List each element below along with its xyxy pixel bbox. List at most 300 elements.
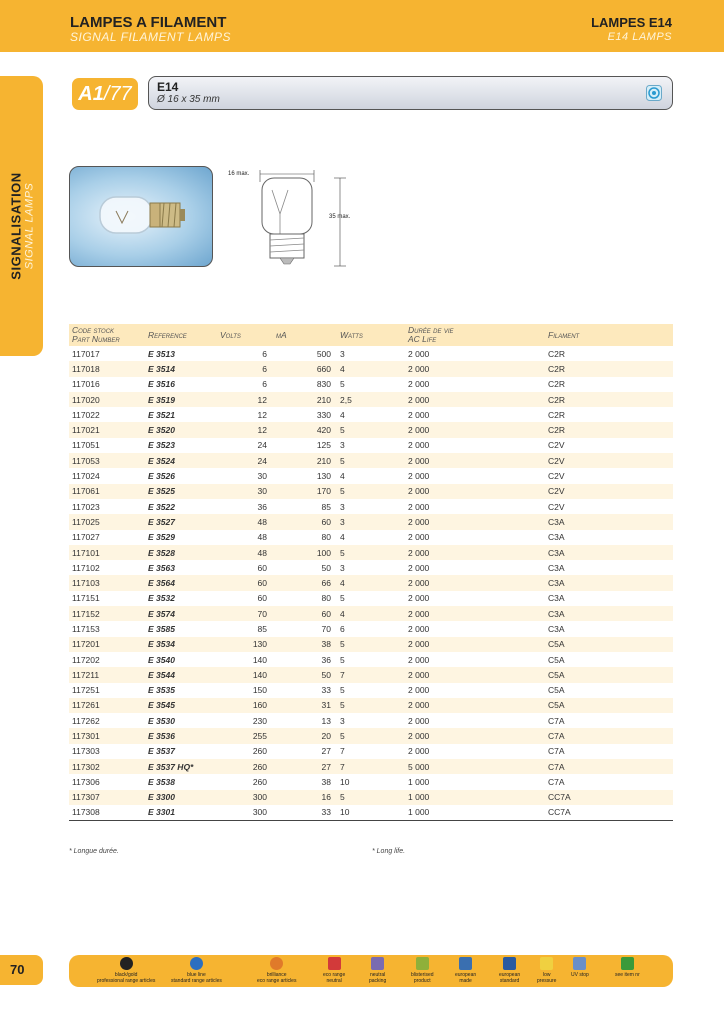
table-cell: E 3513 — [148, 348, 175, 359]
table-cell: 420 — [273, 422, 337, 437]
table-cell: 255 — [217, 728, 273, 743]
table-cell: C5A — [548, 654, 565, 665]
table-cell: 117151 — [72, 593, 100, 604]
table-cell: 10 — [340, 776, 350, 787]
blister-icon — [416, 957, 429, 970]
table-cell: C3A — [545, 545, 673, 560]
table-cell: 117017 — [72, 348, 100, 359]
table-cell: 117016 — [72, 379, 100, 390]
table-cell: C2V — [548, 501, 565, 512]
table-cell: 2 000 — [408, 409, 430, 420]
table-cell: E 3564 — [145, 575, 217, 590]
table-row — [69, 652, 673, 667]
legend-label: low — [542, 972, 551, 978]
brilliance-icon — [270, 957, 283, 970]
table-row — [69, 438, 673, 453]
table-cell: E 3544 — [145, 667, 217, 682]
table-row — [69, 637, 673, 652]
table-cell: 300 — [217, 805, 273, 820]
table-row — [69, 545, 673, 560]
table-cell: 48 — [257, 532, 267, 543]
table-cell: 5 — [337, 453, 405, 468]
table-cell: 2 000 — [405, 545, 545, 560]
table-cell: 2 000 — [408, 685, 430, 696]
dimension-drawing — [228, 162, 368, 274]
col-volts: Volts — [217, 324, 273, 346]
table-cell: 5 — [340, 685, 345, 696]
table-cell: 6 — [262, 348, 267, 359]
table-cell: 12 — [257, 409, 267, 420]
product-bar — [148, 76, 673, 110]
table-cell: 50 — [321, 562, 331, 573]
legend-label: black/gold — [114, 972, 138, 978]
table-cell: 117308 — [69, 805, 145, 820]
table-cell: E 3537 — [148, 746, 175, 757]
page-number: 70 — [0, 955, 43, 985]
table-row — [69, 805, 673, 820]
table-cell: 1 000 — [408, 776, 430, 787]
table-cell: 117306 — [72, 776, 100, 787]
table-cell: C2R — [545, 392, 673, 407]
table-row — [69, 468, 673, 483]
table-cell: C3A — [545, 575, 673, 590]
table-cell: 230 — [252, 715, 267, 726]
table-cell: 5 — [337, 698, 405, 713]
table-cell: 150 — [252, 685, 267, 696]
legend-item — [97, 957, 155, 984]
table-cell: E 3574 — [145, 606, 217, 621]
table-cell: E 3527 — [145, 514, 217, 529]
table-cell: 117307 — [69, 790, 145, 805]
table-cell: 117022 — [72, 409, 100, 420]
table-cell: 140 — [252, 654, 267, 665]
table-cell: 20 — [273, 728, 337, 743]
table-cell: 60 — [257, 593, 267, 604]
legend-label: see item nr — [615, 972, 640, 978]
header-section-subtitle: E14 LAMPS — [607, 31, 672, 43]
table-row — [69, 713, 673, 728]
table-cell: 2 000 — [405, 453, 545, 468]
table-cell: 117021 — [69, 422, 145, 437]
table-cell: E 3523 — [148, 440, 175, 451]
table-row — [69, 683, 673, 698]
table-cell: 2 000 — [405, 637, 545, 652]
legend-label: standard range articles — [171, 978, 222, 984]
header-subtitle: SIGNAL FILAMENT LAMPS — [70, 30, 231, 44]
table-cell: 6 — [262, 379, 267, 390]
table-cell: 1 000 — [405, 805, 545, 820]
table-row — [69, 514, 673, 529]
low-pressure-icon — [540, 957, 553, 970]
col-ma: mA — [273, 324, 337, 346]
table-cell: E 3514 — [145, 361, 217, 376]
table-cell: 117103 — [69, 575, 145, 590]
table-cell: 7 — [340, 746, 345, 757]
badge-separator: / — [103, 83, 110, 105]
table-row — [69, 728, 673, 743]
legend-item — [537, 957, 556, 984]
side-tab-text — [9, 172, 36, 279]
legend-label: blisterised — [411, 972, 434, 978]
side-tab-title: SIGNALISATION — [8, 172, 24, 280]
table-cell: 160 — [217, 698, 273, 713]
table-cell: 125 — [316, 440, 331, 451]
table-cell: 5 — [337, 422, 405, 437]
table-cell: E 3528 — [145, 545, 217, 560]
legend-label: neutral — [369, 972, 386, 978]
table-cell: 38 — [273, 637, 337, 652]
table-cell: E 3585 — [148, 623, 175, 634]
table-cell: E 3535 — [148, 685, 175, 696]
table-cell: 60 — [257, 562, 267, 573]
table-row — [69, 377, 673, 392]
table-cell: 7 — [337, 759, 405, 774]
table-row — [69, 774, 673, 789]
table-cell: 12 — [217, 422, 273, 437]
table-row — [69, 790, 673, 805]
table-row — [69, 484, 673, 499]
table-cell: 3 — [340, 440, 345, 451]
table-cell: 30 — [217, 484, 273, 499]
legend-label: brilliance — [266, 972, 287, 978]
width-label: 16 max. — [228, 171, 250, 177]
table-cell: 170 — [273, 484, 337, 499]
table-cell: 5 — [337, 728, 405, 743]
table-cell: 60 — [217, 575, 273, 590]
table-cell: 2 000 — [405, 392, 545, 407]
table-cell: 2 000 — [405, 361, 545, 376]
neutral-packing-icon — [371, 957, 384, 970]
table-cell: 10 — [337, 805, 405, 820]
table-cell: 36 — [321, 654, 331, 665]
table-cell: 2 000 — [405, 514, 545, 529]
table-cell: 5 — [337, 790, 405, 805]
legend-item — [571, 957, 589, 978]
table-cell: 27 — [321, 746, 331, 757]
table-cell: 117251 — [72, 685, 100, 696]
legend-item — [499, 957, 520, 984]
table-cell: 66 — [273, 575, 337, 590]
table-cell: 7 — [337, 667, 405, 682]
table-cell: 117102 — [72, 562, 100, 573]
header-section-title: LAMPES E14 — [591, 15, 672, 30]
legend-item — [411, 957, 434, 984]
table-cell: E 3540 — [148, 654, 175, 665]
table-cell: C5A — [548, 685, 565, 696]
table-cell: E 3537 HQ* — [145, 759, 217, 774]
table-cell: 3 — [337, 514, 405, 529]
table-cell: E 3516 — [148, 379, 175, 390]
table-cell: C2R — [548, 379, 566, 390]
badge-main: A1 — [78, 83, 104, 105]
header-title: LAMPES A FILAMENT — [70, 14, 227, 31]
table-cell: 2 000 — [408, 654, 430, 665]
height-label: 35 max. — [329, 214, 351, 220]
table-cell: 36 — [257, 501, 267, 512]
table-cell: C2V — [548, 471, 565, 482]
table-cell: C7A — [548, 746, 565, 757]
table-header-row — [69, 324, 673, 346]
table-cell: 117261 — [69, 698, 145, 713]
table-cell: C5A — [545, 698, 673, 713]
table-cell: C3A — [548, 562, 565, 573]
table-cell: 60 — [273, 514, 337, 529]
table-cell: 2 000 — [408, 623, 430, 634]
table-cell: C2R — [548, 348, 566, 359]
table-cell: CC7A — [545, 790, 673, 805]
table-cell: 24 — [217, 453, 273, 468]
blue-line-icon — [190, 957, 203, 970]
table-cell: 4 — [337, 606, 405, 621]
table-cell: CC7A — [545, 805, 673, 820]
table-cell: 13 — [321, 715, 331, 726]
table-cell: 5 000 — [405, 759, 545, 774]
table-row — [69, 407, 673, 422]
table-cell: 117024 — [72, 471, 100, 482]
table-cell: 85 — [321, 501, 331, 512]
table-cell: C7A — [545, 759, 673, 774]
table-cell: E 3538 — [148, 776, 175, 787]
table-row — [69, 621, 673, 636]
table-cell: 48 — [217, 514, 273, 529]
table-cell: 210 — [273, 453, 337, 468]
table-row — [69, 744, 673, 759]
table-row — [69, 560, 673, 575]
legend-label: professional range articles — [97, 978, 156, 984]
legend-item — [323, 957, 345, 984]
legend-item — [257, 957, 296, 984]
col-watts: Watts — [337, 324, 405, 346]
side-tab-subtitle: SIGNAL LAMPS — [23, 182, 36, 270]
table-cell: 2 000 — [408, 562, 430, 573]
table-cell: 50 — [273, 667, 337, 682]
table-cell: 117301 — [69, 728, 145, 743]
table-cell: 2 000 — [405, 728, 545, 743]
table-cell: 3 — [340, 715, 345, 726]
table-cell: 2 000 — [408, 471, 430, 482]
table-cell: 2 000 — [408, 746, 430, 757]
table-cell: 2,5 — [337, 392, 405, 407]
table-cell: 5 — [340, 593, 345, 604]
legend-bar — [69, 955, 673, 987]
table-cell: E 3529 — [148, 532, 175, 543]
table-row — [69, 346, 673, 361]
table-row — [69, 591, 673, 606]
legend-item — [455, 957, 476, 984]
table-cell: 2 000 — [408, 501, 430, 512]
table-row — [69, 422, 673, 437]
table-cell: 4 — [337, 575, 405, 590]
legend-label: eco range — [323, 972, 346, 978]
table-cell: 12 — [217, 392, 273, 407]
table-cell: 830 — [316, 379, 331, 390]
table-cell: 24 — [257, 440, 267, 451]
table-cell: 5 — [337, 637, 405, 652]
table-cell: C2V — [545, 453, 673, 468]
legend-label: european — [455, 972, 477, 978]
table-cell: 117020 — [69, 392, 145, 407]
table-cell: 3 — [340, 348, 345, 359]
page-header — [0, 0, 724, 52]
table-cell: 117201 — [69, 637, 145, 652]
badge-tail: 77 — [109, 83, 132, 105]
legend-item — [171, 957, 222, 984]
table-cell: 2 000 — [405, 575, 545, 590]
table-cell: 117051 — [72, 440, 100, 451]
table-cell: C3A — [548, 532, 565, 543]
table-cell: 117053 — [69, 453, 145, 468]
table-cell: 140 — [217, 667, 273, 682]
col-life: Durée de vie AC Life — [405, 324, 545, 346]
table-row — [69, 392, 673, 407]
table-cell: C5A — [545, 637, 673, 652]
table-cell: 500 — [316, 348, 331, 359]
table-cell: 2 000 — [405, 698, 545, 713]
table-cell: 660 — [273, 361, 337, 376]
table-cell: 4 — [337, 361, 405, 376]
table-cell: 117018 — [69, 361, 145, 376]
table-cell: 2 000 — [408, 379, 430, 390]
table-cell: E 3524 — [145, 453, 217, 468]
table-cell: E 3519 — [145, 392, 217, 407]
target-icon — [646, 85, 662, 101]
table-cell: 4 — [340, 409, 345, 420]
col-reference: Reference — [145, 324, 217, 346]
table-cell: 117061 — [69, 484, 145, 499]
product-code: E14 — [157, 80, 179, 94]
table-cell: 48 — [217, 545, 273, 560]
table-cell: E 3545 — [145, 698, 217, 713]
footnote-en: * Long life. — [372, 848, 406, 855]
table-cell: 3 — [340, 562, 345, 573]
table-row — [69, 575, 673, 590]
col-filament: Filament — [545, 324, 673, 346]
table-cell: 2 000 — [408, 440, 430, 451]
table-cell: 85 — [257, 623, 267, 634]
table-cell: E 3525 — [145, 484, 217, 499]
table-cell: 117152 — [69, 606, 145, 621]
table-cell: 117211 — [69, 667, 145, 682]
table-cell: 5 — [340, 379, 345, 390]
table-cell: 300 — [217, 790, 273, 805]
table-cell: 330 — [316, 409, 331, 420]
legend-label: eco range articles — [257, 978, 297, 984]
table-row — [69, 530, 673, 545]
legend-item — [615, 957, 640, 978]
table-row — [69, 606, 673, 621]
table-cell: 100 — [273, 545, 337, 560]
table-cell: E 3532 — [148, 593, 175, 604]
table-cell: E 3301 — [145, 805, 217, 820]
table-cell: 80 — [321, 593, 331, 604]
legend-label: neutral — [326, 978, 342, 984]
legend-label: blue line — [187, 972, 206, 978]
table-cell: C2R — [545, 422, 673, 437]
legend-item — [369, 957, 386, 984]
col-code: Code stock Part Number — [69, 324, 145, 346]
table-cell: 1 000 — [405, 790, 545, 805]
eco-range-icon — [328, 957, 341, 970]
lamp-photo — [69, 166, 213, 267]
table-cell: C3A — [548, 593, 565, 604]
table-cell: 80 — [321, 532, 331, 543]
lamp-table — [69, 324, 673, 821]
table-cell: 4 — [340, 471, 345, 482]
european-standard-icon — [503, 957, 516, 970]
european-made-icon — [459, 957, 472, 970]
table-row — [69, 759, 673, 774]
table-cell: 2 000 — [408, 593, 430, 604]
table-cell: C3A — [545, 514, 673, 529]
table-cell: 6 — [217, 361, 273, 376]
table-cell: C2R — [545, 361, 673, 376]
table-cell: C7A — [548, 715, 565, 726]
table-cell: C5A — [545, 667, 673, 682]
black-gold-icon — [120, 957, 133, 970]
table-cell: E 3536 — [145, 728, 217, 743]
table-cell: C3A — [548, 623, 565, 634]
table-cell: 60 — [273, 606, 337, 621]
table-cell: 260 — [252, 746, 267, 757]
table-cell: 16 — [273, 790, 337, 805]
table-cell: 5 — [340, 654, 345, 665]
legend-label: european — [499, 972, 521, 978]
legend-label: product — [413, 978, 431, 984]
legend-label: pressure — [537, 978, 557, 984]
table-cell: 38 — [321, 776, 331, 787]
table-cell: 130 — [316, 471, 331, 482]
table-cell: 2 000 — [405, 422, 545, 437]
table-cell: 130 — [217, 637, 273, 652]
table-cell: 2 000 — [408, 348, 430, 359]
table-cell: 70 — [217, 606, 273, 621]
uv-stop-icon — [573, 957, 586, 970]
table-cell: C3A — [545, 606, 673, 621]
table-row — [69, 667, 673, 682]
table-row — [69, 361, 673, 376]
table-cell: 2 000 — [405, 484, 545, 499]
table-cell: 117027 — [72, 532, 100, 543]
footnote-fr: * Longue durée. — [69, 848, 119, 855]
product-dimensions: Ø 16 x 35 mm — [157, 94, 220, 105]
table-cell: C2R — [548, 409, 566, 420]
table-row — [69, 698, 673, 713]
table-cell: 6 — [340, 623, 345, 634]
table-cell: 70 — [321, 623, 331, 634]
table-row — [69, 453, 673, 468]
table-cell: 4 — [340, 532, 345, 543]
table-cell: E 3534 — [145, 637, 217, 652]
legend-label: standard — [499, 978, 520, 984]
lamp-photo-icon — [70, 167, 213, 267]
table-cell: 117202 — [72, 654, 100, 665]
table-cell: 117025 — [69, 514, 145, 529]
table-cell: C2V — [545, 484, 673, 499]
table-cell: E 3300 — [145, 790, 217, 805]
legend-label: packing — [369, 978, 387, 984]
table-cell: 117262 — [72, 715, 100, 726]
table-cell: 30 — [257, 471, 267, 482]
table-cell: C7A — [548, 776, 565, 787]
table-cell: 260 — [217, 759, 273, 774]
table-cell: 117153 — [72, 623, 100, 634]
see-item-icon — [621, 957, 634, 970]
table-cell: 33 — [321, 685, 331, 696]
table-cell: 117023 — [72, 501, 100, 512]
table-cell: E 3522 — [148, 501, 175, 512]
table-cell: 3 — [340, 501, 345, 512]
reference-badge — [72, 78, 138, 110]
